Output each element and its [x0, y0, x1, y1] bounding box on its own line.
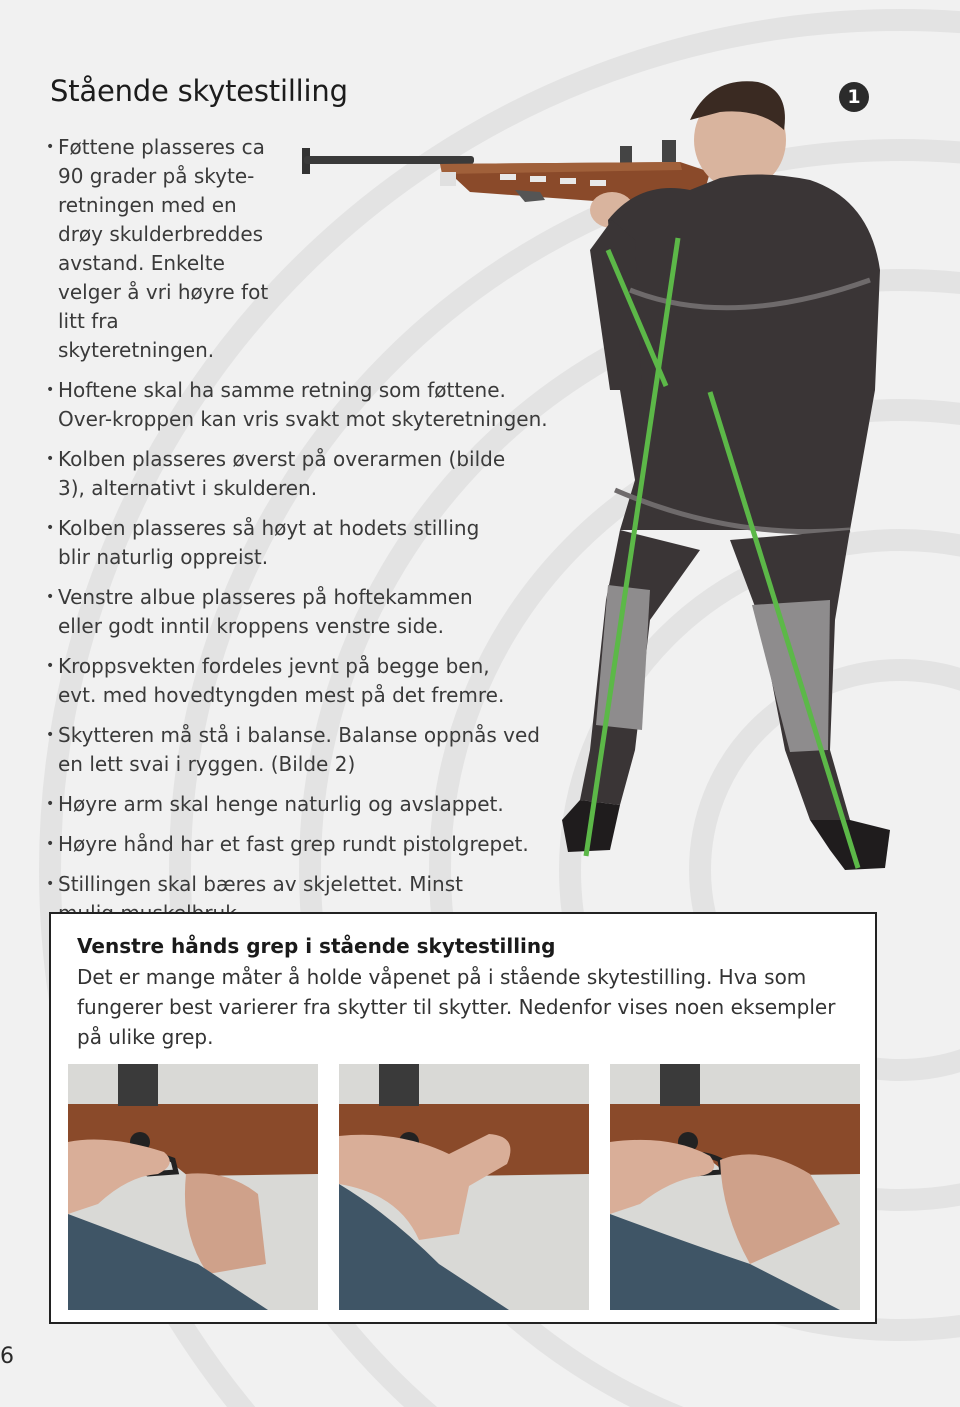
instruction-item: • Høyre arm skal henge naturlig og avslappet.: [46, 790, 548, 819]
shooter-standing-figure: [290, 60, 960, 900]
instruction-item: • Høyre hånd har et fast grep rundt pistolgrepet.: [46, 830, 548, 859]
instruction-item: • Kroppsvekten fordeles jevnt på begge ben, evt. med hovedtyngden mest på det fremre.: [46, 652, 518, 710]
instruction-item: • Føttene plasseres ca 90 grader på skyte-retningen med en drøy skulderbreddes avstand. Enkelte velger å vri høyre fot litt fra skyteretningen.: [46, 133, 273, 365]
grip-photo-3: [610, 1064, 860, 1310]
grip-photo-1: [68, 1064, 318, 1310]
grip-box-title: Venstre hånds grep i stående skytestilling: [77, 934, 556, 958]
grip-box-text: Det er mange måter å holde våpenet på i stående skytestilling. Hva som fungerer best varierer fra skytter til skytter. Nedenfor vises noen eksempler på ulike grep.: [77, 965, 836, 1049]
page-title: Stående skytestilling: [50, 74, 348, 108]
grip-info-box: [49, 912, 877, 1324]
page-marker-badge: 1: [839, 82, 869, 112]
instruction-item: • Skytteren må stå i balanse. Balanse oppnås ved en lett svai i ryggen. (Bilde 2): [46, 721, 548, 779]
instruction-item: • Hoftene skal ha samme retning som føttene. Over-kroppen kan vris svakt mot skyteretningen.: [46, 376, 548, 434]
instruction-item: • Stillingen skal bæres av skjelettet. Minst: [46, 870, 508, 928]
page-number: 6: [0, 1344, 14, 1369]
instruction-item: • Venstre albue plasseres på hoftekammen eller godt inntil kroppens venstre side.: [46, 583, 508, 641]
grip-photo-2: [339, 1064, 589, 1310]
instruction-item: • Kolben plasseres så høyt at hodets stilling blir naturlig oppreist.: [46, 514, 498, 572]
instruction-item: • Kolben plasseres øverst på overarmen (bilde 3), alternativt i skulderen.: [46, 445, 518, 503]
